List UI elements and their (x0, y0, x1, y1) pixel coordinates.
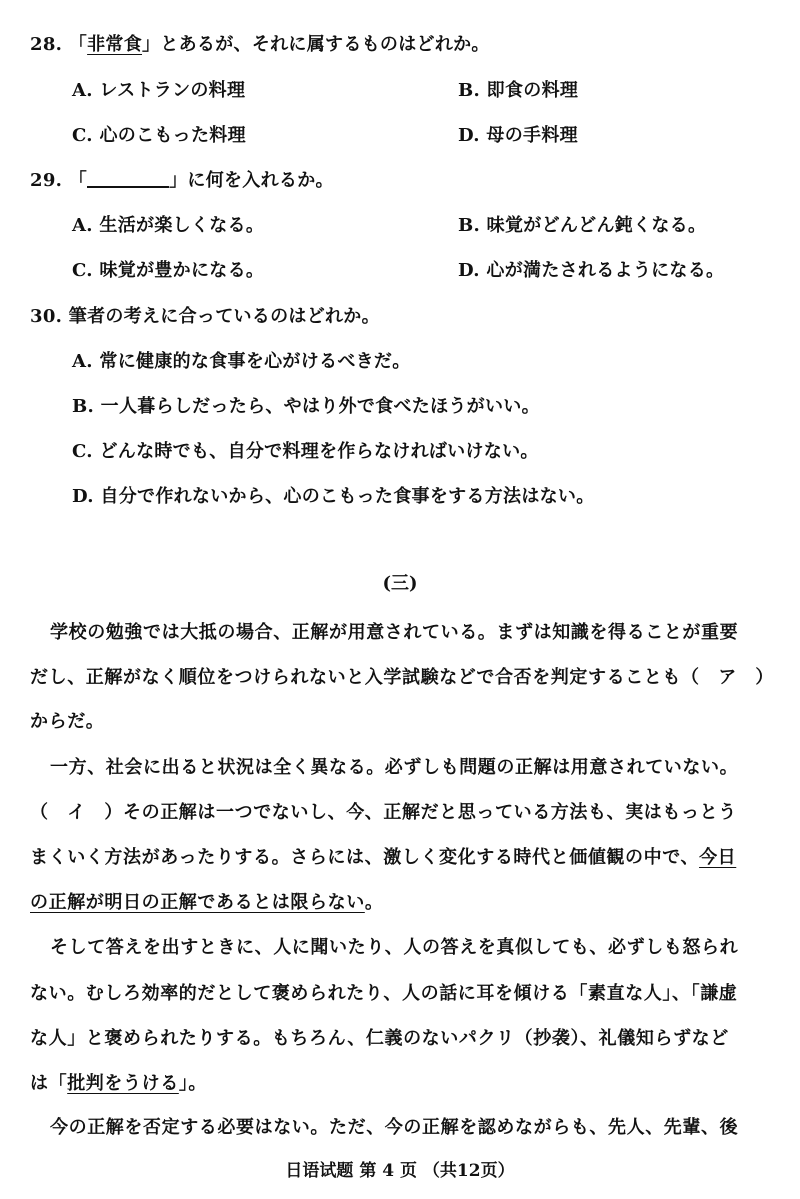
passage-text: まくいく方法があったりする。さらには、激しく変化する時代と価値観の中で、 (30, 847, 700, 868)
option-29-a (72, 213, 264, 239)
option-letter: A. (72, 351, 93, 372)
question-number: 30. (30, 306, 63, 327)
question-number: 28. (30, 34, 63, 55)
option-letter: C. (72, 441, 93, 462)
question-28 (30, 32, 490, 58)
option-30-c (72, 439, 539, 465)
question-text: 」とあるが、それに属するものはどれか。 (142, 34, 490, 55)
option-29-d (458, 258, 724, 284)
option-text: 即食の料理 (486, 80, 579, 101)
option-text: 自分で作れないから、心のこもった食事をする方法はない。 (100, 486, 595, 507)
option-28-d (458, 123, 578, 149)
question-number: 29. (30, 170, 63, 191)
passage-line: 学校の勉強では大抵の場合、正解が用意されている。まずは知識を得ることが重要 (50, 622, 739, 643)
option-28-c (72, 123, 246, 149)
quote-open: 「 (68, 34, 88, 55)
question-30 (30, 304, 380, 330)
underlined-term: 非常食 (87, 34, 143, 55)
option-30-b (72, 394, 540, 420)
option-text: 味覚が豊かになる。 (99, 260, 265, 281)
question-text: 筆者の考えに合っているのはどれか。 (68, 306, 380, 327)
option-29-b (458, 213, 706, 239)
underlined-phrase: の正解が明日の正解であるとは限らない (30, 892, 365, 913)
option-letter: B. (458, 80, 481, 101)
option-text: 味覚がどんどん鈍くなる。 (486, 215, 707, 236)
option-text: どんな時でも、自分で料理を作らなければいけない。 (99, 441, 539, 462)
answer-blank (87, 168, 169, 188)
passage-line (30, 890, 775, 916)
option-28-a (72, 78, 245, 104)
passage-line: からだ。 (30, 711, 105, 732)
option-30-a (72, 349, 411, 375)
underlined-phrase: 今日 (699, 847, 737, 868)
option-letter: A. (72, 215, 93, 236)
option-text: 常に健康的な食事を心がけるべきだ。 (99, 351, 411, 372)
option-letter: A. (72, 80, 93, 101)
passage-line: 今の正解を否定する必要はない。ただ、今の正解を認めながらも、先人、先輩、後 (50, 1117, 739, 1138)
option-letter: C. (72, 260, 93, 281)
passage-text: 」。 (178, 1073, 208, 1094)
option-letter: B. (72, 396, 95, 417)
option-29-c (72, 258, 264, 284)
option-text: 心が満たされるようになる。 (486, 260, 725, 281)
option-28-b (458, 78, 578, 104)
option-30-d (72, 484, 595, 510)
option-letter: C. (72, 125, 93, 146)
passage-line: だし、正解がなく順位をつけられないと入学試験などで合否を判定することも（ ア ） (30, 667, 774, 688)
option-text: 母の手料理 (486, 125, 578, 146)
passage-line: （ イ ）その正解は一つでないし、今、正解だと思っている方法も、実はもっとう (30, 802, 737, 823)
option-text: レストランの料理 (99, 80, 246, 101)
passage-line: ない。むしろ効率的だとして褒められたり、人の話に耳を傾ける「素直な人」、「謙虚 (30, 983, 738, 1004)
passage-line (30, 845, 775, 871)
passage-line (30, 1071, 775, 1097)
option-letter: D. (72, 486, 94, 507)
passage-text: 。 (364, 892, 384, 913)
passage-line: 一方、社会に出ると状況は全く異なる。必ずしも問題の正解は用意されていない。 (50, 757, 739, 778)
passage-line: な人」と褒められたりする。もちろん、仁義のないパクリ（抄袭）、礼儀知らずなど (30, 1028, 729, 1049)
section-heading: (三) (382, 573, 418, 594)
option-letter: B. (458, 215, 481, 236)
option-text: 心のこもった料理 (99, 125, 246, 146)
option-letter: D. (458, 125, 480, 146)
option-text: 一人暮らしだったら、やはり外で食べたほうがいい。 (100, 396, 540, 417)
question-29 (30, 168, 334, 194)
option-letter: D. (458, 260, 480, 281)
quote-open: 「 (68, 170, 88, 191)
passage-text: は「 (30, 1073, 68, 1094)
passage-line: そして答えを出すときに、人に聞いたり、人の答えを真似しても、必ずしも怒られ (50, 937, 739, 958)
option-text: 生活が楽しくなる。 (99, 215, 265, 236)
underlined-phrase: 批判をうける (67, 1073, 179, 1094)
page-footer: 日语试题 第 4 页 （共12页） (285, 1161, 515, 1181)
question-text: 」に何を入れるか。 (169, 170, 334, 191)
